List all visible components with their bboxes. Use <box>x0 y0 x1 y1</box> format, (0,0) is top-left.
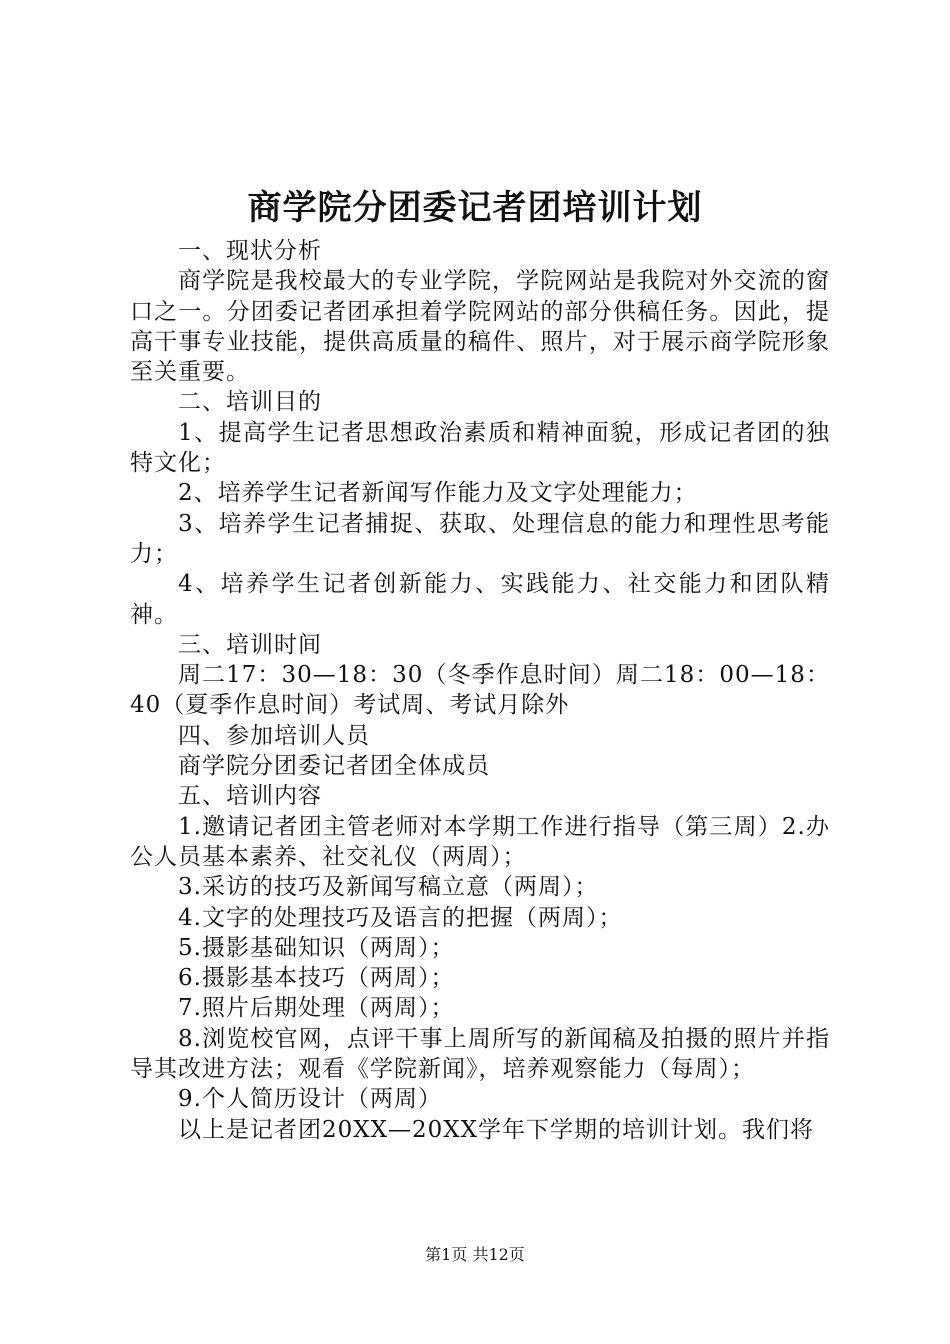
paragraph: 以上是记者团20XX—20XX学年下学期的培训计划。我们将 <box>178 1116 815 1143</box>
list-item: 3、培养学生记者捕捉、获取、处理信息的能力和理性思考能力； <box>130 510 830 567</box>
section-heading: 三、培训时间 <box>178 631 322 658</box>
list-item: 7.照片后期处理（两周）； <box>178 995 455 1022</box>
list-item: 9.个人简历设计（两周） <box>178 1086 442 1113</box>
document-body <box>130 236 830 1145</box>
list-item: 1、提高学生记者思想政治素质和精神面貌，形成记者团的独特文化； <box>130 419 830 477</box>
section-heading: 二、培训目的 <box>178 389 322 416</box>
list-item: 4.文字的处理技巧及语言的把握（两周）； <box>178 904 623 931</box>
list-item: 5.摄影基础知识（两周）； <box>178 934 455 961</box>
paragraph: 商学院分团委记者团全体成员 <box>178 753 490 780</box>
list-item: 4、培养学生记者创新能力、实践能力、社交能力和团队精神。 <box>130 571 830 628</box>
list-item: 8.浏览校官网，点评干事上周所写的新闻稿及拍摄的照片并指导其改进方法；观看《学院新闻》，培养观察能力（每周）； <box>130 1025 830 1083</box>
list-item: 2、培养学生记者新闻写作能力及文字处理能力； <box>178 480 698 507</box>
document-title: 商学院分团委记者团培训计划 <box>247 188 703 228</box>
list-item: 1.邀请记者团主管老师对本学期工作进行指导（第三周）2.办公人员基本素养、社交礼仪（两周）； <box>130 813 830 870</box>
paragraph: 商学院是我校最大的专业学院，学院网站是我院对外交流的窗口之一。分团委记者团承担着学院网站的部分供稿任务。因此，提高干事专业技能，提供高质量的稿件、照片，对于展示商学院形象至关重要。 <box>130 268 830 386</box>
section-heading: 四、参加培训人员 <box>178 722 370 749</box>
section-heading: 五、培训内容 <box>178 783 322 810</box>
page-footer: 第1页 共12页 <box>425 1245 525 1264</box>
list-item: 6.摄影基本技巧（两周）； <box>178 965 455 992</box>
list-item: 3.采访的技巧及新闻写稿立意（两周）； <box>178 874 599 901</box>
section-heading: 一、现状分析 <box>178 238 322 264</box>
paragraph: 周二17：30—18：30（冬季作息时间）周二18：00—18：40（夏季作息时间）考试周、考试月除外 <box>130 662 830 719</box>
